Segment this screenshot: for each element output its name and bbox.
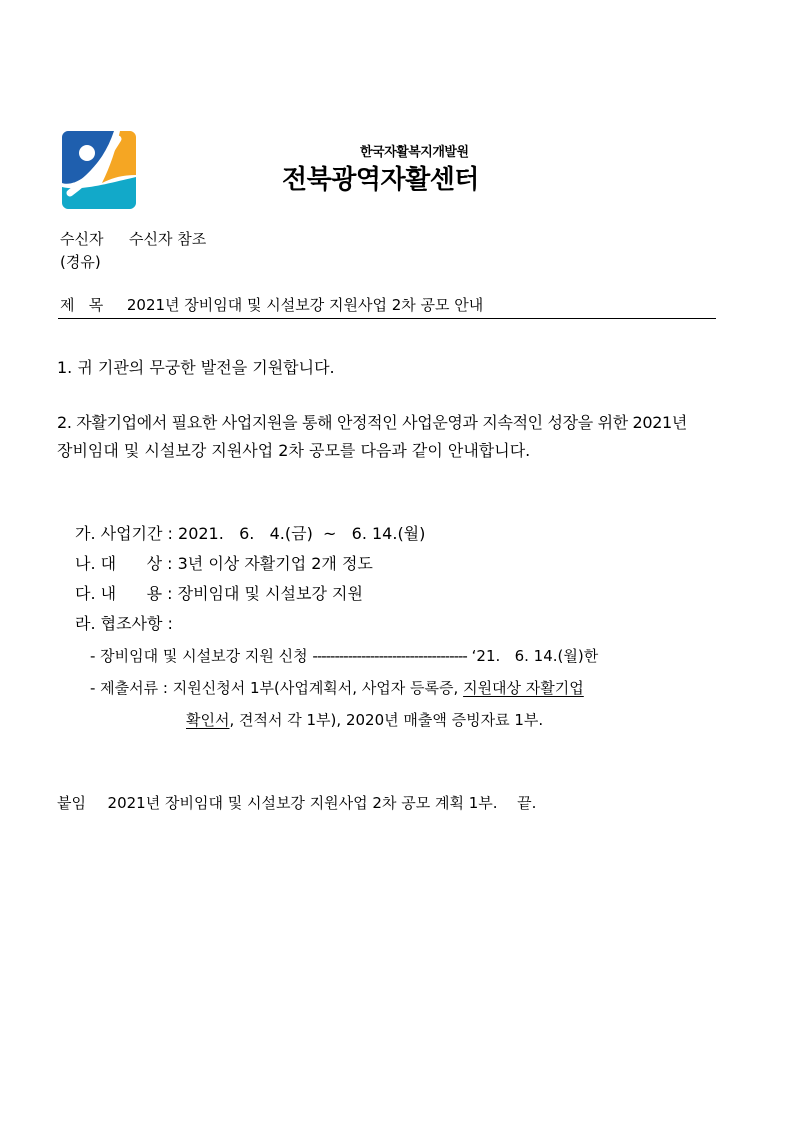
coop-application-text: - 장비임대 및 시설보강 지원 신청 [90, 647, 308, 665]
item-content-value: 장비임대 및 시설보강 지원 [177, 584, 363, 603]
paragraph-2-line-2: 장비임대 및 시설보강 지원사업 2차 공모를 다음과 같이 안내합니다. [57, 441, 531, 460]
coop-documents-rest: , 견적서 각 1부), 2020년 매출액 증빙자료 1부. [229, 711, 544, 729]
subject-line [60, 295, 483, 315]
coop-documents-line-2 [186, 710, 543, 730]
org-parent-name: 한국자활복지개발원 [360, 145, 469, 160]
recipient-label: 수신자 [60, 230, 104, 248]
item-period-value: 2021. 6. 4.(금) ~ 6. 14.(월) [178, 524, 426, 543]
coop-documents-underlined: 지원대상 자활기업 [463, 679, 584, 697]
attachment-label: 붙임 [57, 794, 86, 812]
item-content [75, 583, 363, 605]
item-cooperation-sep: : [162, 614, 173, 633]
item-period-label: 가. 사업기간 [75, 524, 163, 543]
subject-label: 제 목 [60, 296, 104, 314]
item-target-sep: : [162, 554, 178, 573]
item-target-label: 나. 대 상 [75, 554, 163, 573]
item-period-sep: : [162, 524, 179, 543]
item-target-value: 3년 이상 자활기업 2개 정도 [177, 554, 373, 573]
recipient-line [60, 229, 206, 249]
coop-dash-leader: ----------------------------------- [312, 647, 467, 665]
item-cooperation [75, 613, 173, 635]
paragraph-1: 1. 귀 기관의 무궁한 발전을 기원합니다. [57, 358, 335, 377]
paragraph-2-line-1: 2. 자활기업에서 필요한 사업지원을 통해 안정적인 사업운영과 지속적인 성장을 위한 2021년 [57, 413, 687, 432]
item-target [75, 553, 373, 575]
coop-documents-text: - 제출서류 : 지원신청서 1부(사업계획서, 사업자 등록증, [90, 679, 464, 697]
org-name: 전북광역자활센터 [282, 165, 479, 195]
item-content-sep: : [162, 584, 178, 603]
item-period [75, 523, 425, 545]
item-content-label: 다. 내 용 [75, 584, 163, 603]
coop-deadline: ‘21. 6. 14.(월)한 [471, 647, 599, 665]
attachment-value: 2021년 장비임대 및 시설보강 지원사업 2차 공모 계획 1부. [107, 794, 498, 812]
via-label: (경유) [60, 253, 101, 271]
item-cooperation-label: 라. 협조사항 [75, 614, 163, 633]
attachment-line [57, 793, 536, 813]
coop-documents-line [90, 678, 584, 698]
recipient-value: 수신자 참조 [129, 230, 207, 248]
attachment-end: 끝. [517, 794, 537, 812]
person-logo-icon [62, 131, 136, 209]
coop-certificate-underlined: 확인서 [186, 711, 230, 729]
subject-value: 2021년 장비임대 및 시설보강 지원사업 2차 공모 안내 [126, 296, 484, 314]
subject-divider [58, 318, 716, 319]
coop-application-line [90, 646, 598, 666]
